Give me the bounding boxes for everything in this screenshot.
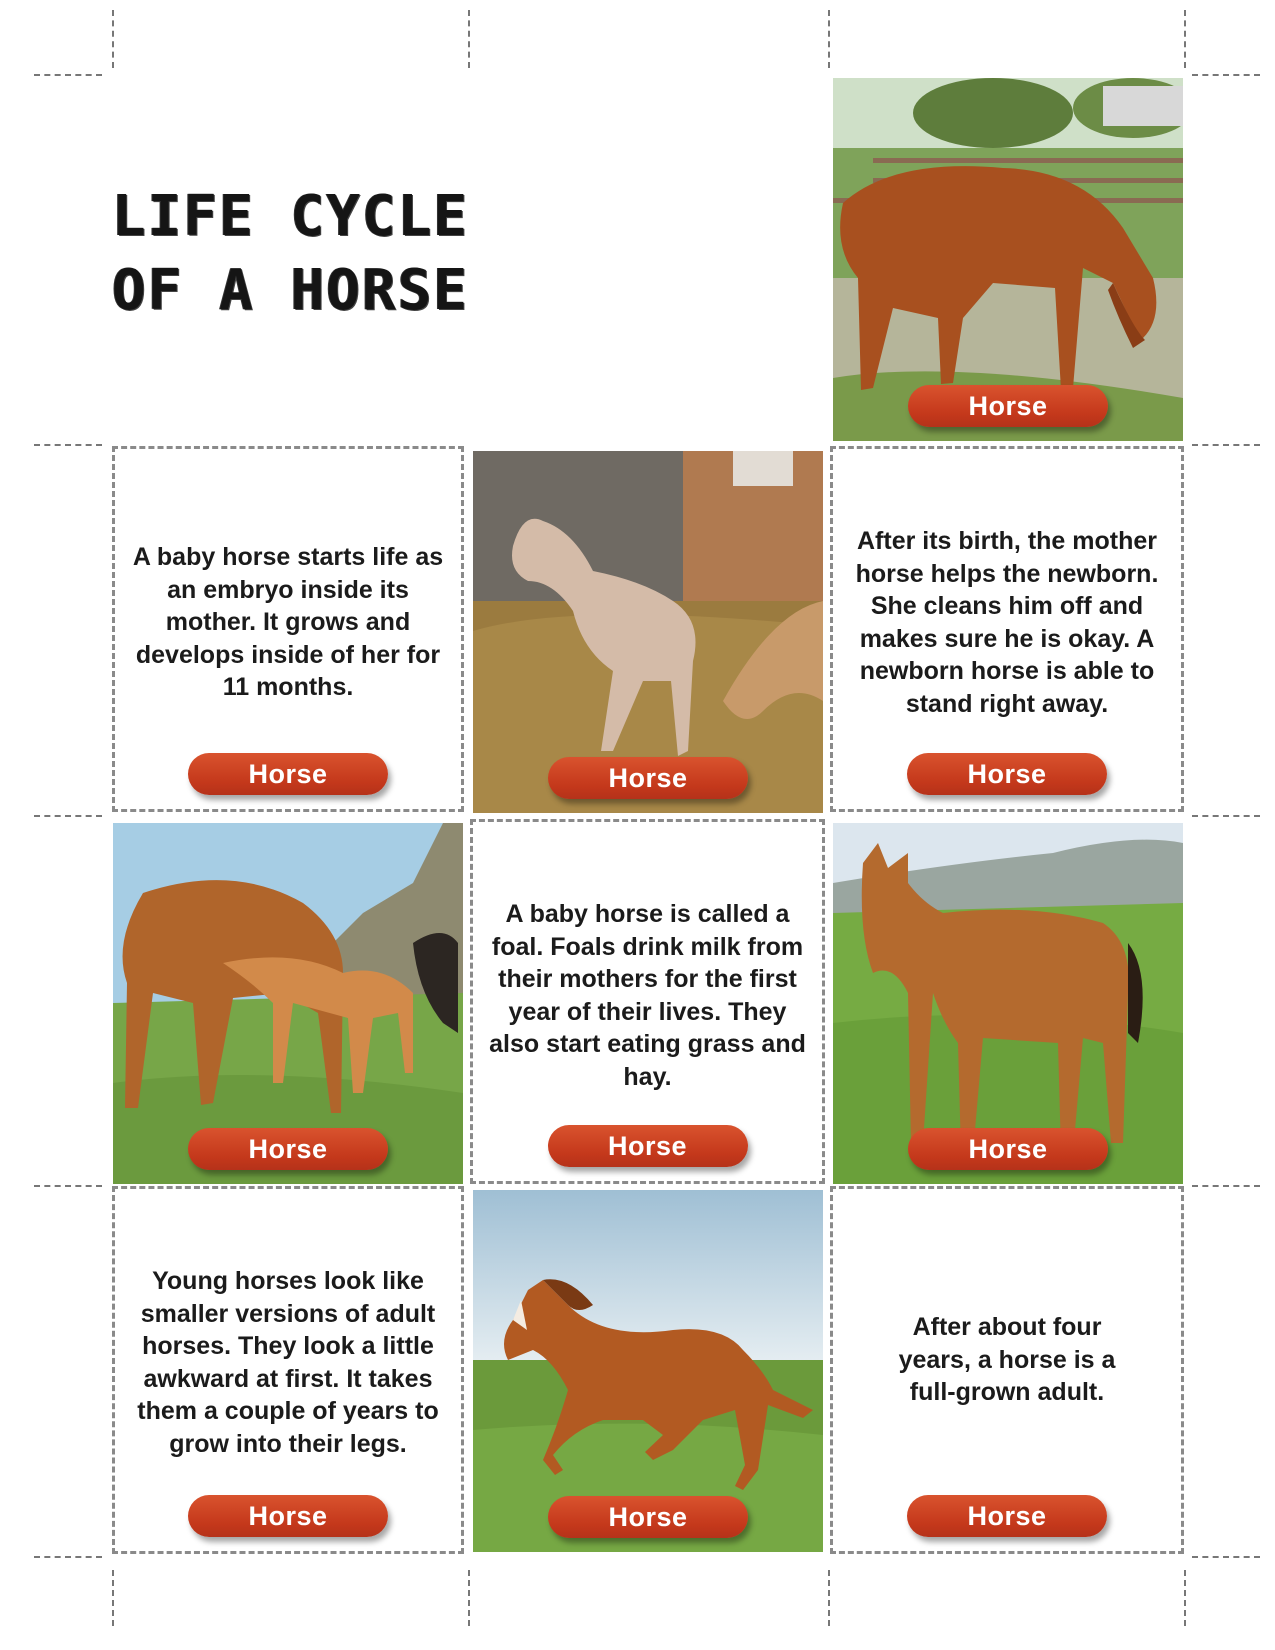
card-text: After about four years, a horse is a full-grown adult.	[898, 1313, 1116, 1406]
crop-mark	[1184, 10, 1186, 68]
photo-card-running-horse	[473, 1190, 823, 1552]
crop-mark	[34, 815, 102, 817]
horse-label-button: Horse	[908, 1128, 1108, 1170]
horse-label-button: Horse	[548, 757, 748, 799]
horse-label-button: Horse	[907, 753, 1107, 795]
photo-card-young-horse	[833, 823, 1183, 1184]
horse-label-button: Horse	[908, 385, 1108, 427]
crop-mark	[828, 1570, 830, 1626]
crop-mark	[1192, 444, 1260, 446]
text-card-embryo	[112, 446, 464, 812]
crop-mark	[34, 1556, 102, 1558]
text-card-adult	[830, 1186, 1184, 1554]
crop-mark	[1192, 74, 1260, 76]
crop-mark	[468, 10, 470, 68]
title-line-1: LIFE CYCLE	[112, 184, 470, 249]
page-title	[112, 180, 472, 328]
crop-mark	[1192, 815, 1260, 817]
crop-mark	[1192, 1185, 1260, 1187]
crop-mark	[468, 1570, 470, 1626]
text-card-foal	[470, 819, 825, 1184]
text-card-young-horses	[112, 1186, 464, 1554]
horse-label-button: Horse	[907, 1495, 1107, 1537]
crop-mark	[112, 1570, 114, 1626]
horse-label-button: Horse	[188, 1495, 388, 1537]
horse-label-button: Horse	[548, 1125, 748, 1167]
card-text: A baby horse starts life as an embryo inside its mother. It grows and develops inside of her for 11 months.	[132, 543, 444, 701]
crop-mark	[112, 10, 114, 68]
title-line-2: OF A HORSE	[112, 258, 470, 323]
card-text: A baby horse is called a foal. Foals drink milk from their mothers for the first year of their lives. They also start eating grass and hay.	[489, 900, 806, 1091]
crop-mark	[34, 444, 102, 446]
crop-mark	[34, 1185, 102, 1187]
card-text: Young horses look like smaller versions of adult horses. They look a little awkward at first. It takes them a couple of years to grow into their legs.	[137, 1267, 439, 1458]
photo-card-nursing-foal	[113, 823, 463, 1184]
horse-label-button: Horse	[548, 1496, 748, 1538]
horse-label-button: Horse	[188, 753, 388, 795]
photo-card-adult-grazing	[833, 78, 1183, 441]
crop-mark	[1192, 1556, 1260, 1558]
text-card-birth	[830, 446, 1184, 812]
horse-label-button: Horse	[188, 1128, 388, 1170]
photo-card-newborn-foal	[473, 451, 823, 813]
card-text: After its birth, the mother horse helps the newborn. She cleans him off and makes sure he is okay. A newborn horse is able to stand right away.	[855, 527, 1159, 718]
crop-mark	[1184, 1570, 1186, 1626]
crop-mark	[828, 10, 830, 68]
crop-mark	[34, 74, 102, 76]
